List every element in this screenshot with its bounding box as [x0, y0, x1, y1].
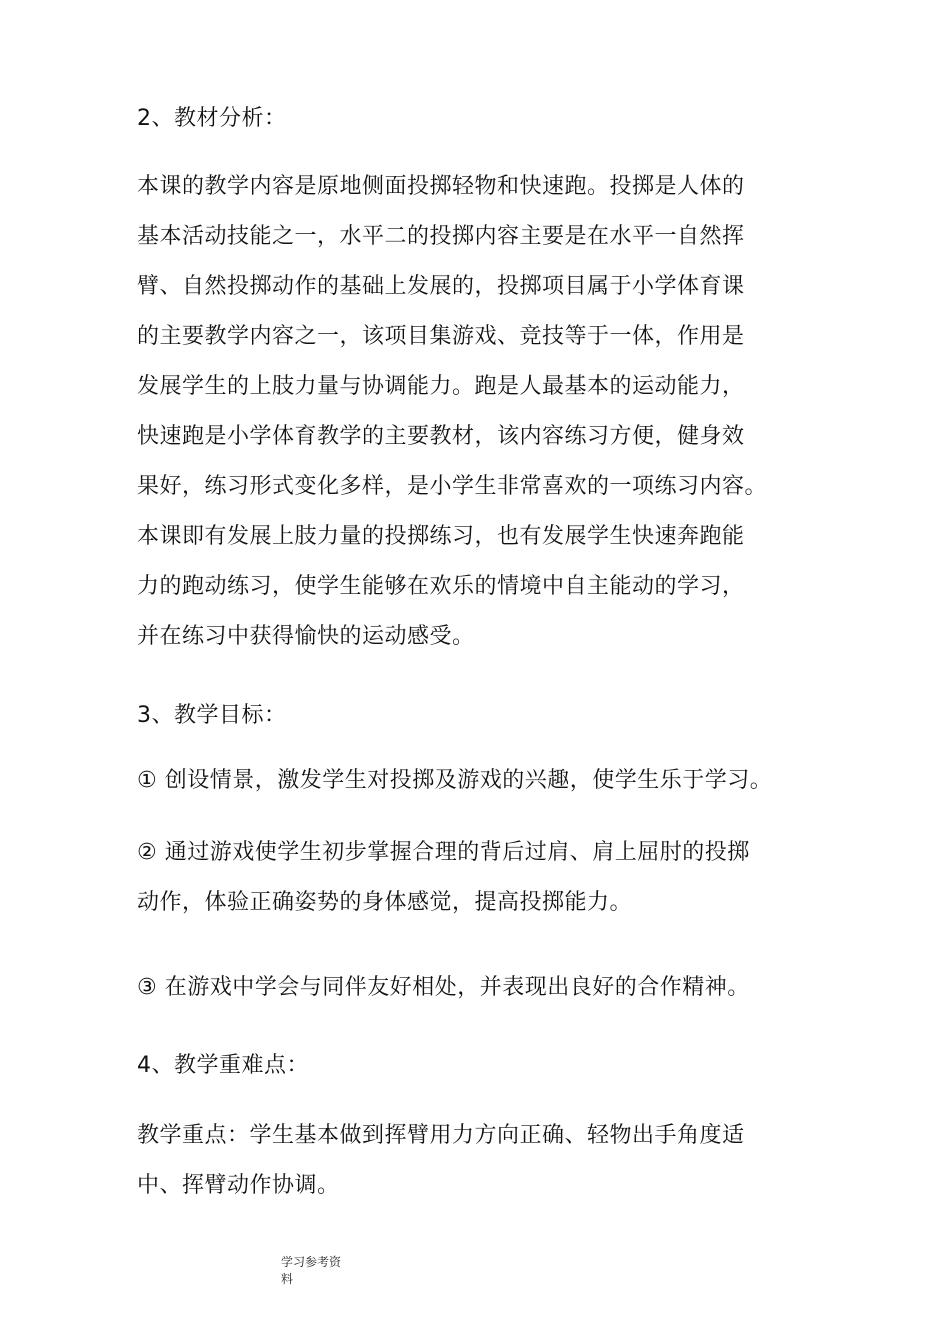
section-2-paragraph — [137, 162, 837, 662]
paragraph-line: 果好，练习形式变化多样，是小学生非常喜欢的一项练习内容。 — [137, 474, 768, 499]
key-points-paragraph — [137, 1111, 837, 1211]
section-3-heading-block — [137, 691, 837, 741]
goal-1: ① 创设情景，激发学生对投掷及游戏的兴趣，使学生乐于学习。 — [137, 768, 773, 793]
key-points-line: 中、挥臂动作协调。 — [137, 1173, 340, 1198]
section-2-heading-block — [137, 94, 837, 144]
goal-2-block — [137, 828, 837, 928]
paragraph-line: 臂、自然投掷动作的基础上发展的，投掷项目属于小学体育课 — [137, 274, 745, 299]
section-4-heading: 4、教学重难点： — [137, 1053, 309, 1078]
footer-line: 学习参考资 — [281, 1255, 342, 1269]
section-3-heading: 3、教学目标： — [137, 703, 287, 728]
paragraph-line: 快速跑是小学体育教学的主要教材，该内容练习方便，健身效 — [137, 424, 745, 449]
paragraph-line: 发展学生的上肢力量与协调能力。跑是人最基本的运动能力， — [137, 374, 745, 399]
goal-1-block — [137, 756, 837, 806]
key-points-line: 教学重点：学生基本做到挥臂用力方向正确、轻物出手角度适 — [137, 1123, 745, 1148]
paragraph-line: 基本活动技能之一，水平二的投掷内容主要是在水平一自然挥 — [137, 224, 745, 249]
goal-3: ③ 在游戏中学会与同伴友好相处，并表现出良好的合作精神。 — [137, 975, 750, 1000]
goal-2-line: 动作，体验正确姿势的身体感觉，提高投掷能力。 — [137, 890, 633, 915]
footer-line: 料 — [281, 1272, 294, 1286]
paragraph-line: 的主要教学内容之一，该项目集游戏、竞技等于一体，作用是 — [137, 324, 745, 349]
section-4-heading-block — [137, 1041, 837, 1091]
page-footer — [281, 1254, 341, 1288]
section-2-heading: 2、教材分析： — [137, 106, 287, 131]
goal-3-block — [137, 963, 837, 1013]
paragraph-line: 力的跑动练习，使学生能够在欢乐的情境中自主能动的学习， — [137, 574, 745, 599]
paragraph-line: 并在练习中获得愉快的运动感受。 — [137, 624, 475, 649]
goal-2-line: ② 通过游戏使学生初步掌握合理的背后过肩、肩上屈肘的投掷 — [137, 840, 750, 865]
paragraph-line: 本课的教学内容是原地侧面投掷轻物和快速跑。投掷是人体的 — [137, 174, 745, 199]
paragraph-line: 本课即有发展上肢力量的投掷练习，也有发展学生快速奔跑能 — [137, 524, 745, 549]
